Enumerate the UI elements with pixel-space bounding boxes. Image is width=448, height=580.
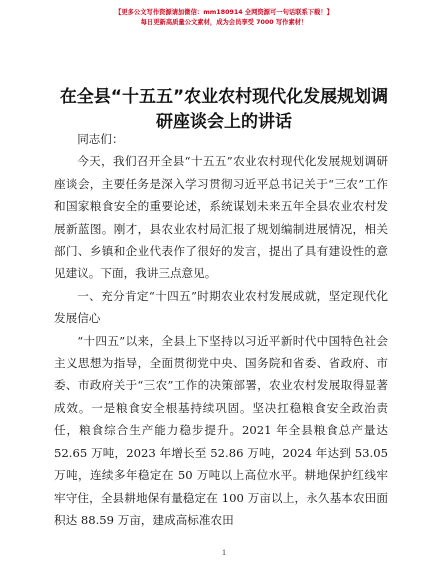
page-number: 1	[222, 548, 226, 557]
promo-banner	[60, 8, 388, 28]
banner-line-2: 每日更新高质量公文素材，成为会员享受 7000 写作素材！	[140, 19, 308, 26]
document-title: 在全县“十五五”农业农村现代化发展规划调研座谈会上的讲话	[59, 87, 389, 132]
document-body	[54, 128, 388, 531]
paragraph-intro: 今天，我们召开全县“十五五”农业农村现代化发展规划调研座谈会，主要任务是深入学习贯彻习近平总书记关于“三农”工作和国家粮食安全的重要论述，系统谋划未来五年全县农业农村发展新蓝图。刚才，县农业农村局汇报了规划编制进展情况，相关部门、乡镇和企业代表作了很好的发言，提出了具有建设性的意见建议。下面，我讲三点意见。	[54, 154, 388, 281]
salutation: 同志们：	[77, 132, 124, 146]
section-heading-1: 一、充分肯定“十四五”时期农业农村发展成就，坚定现代化发展信心	[54, 288, 388, 326]
banner-line-1: 【更多公文写作资源请加微信：mm180914 全网资源可一句话联系下载！】	[115, 9, 333, 16]
paragraph-achievements: “十四五”以来，全县上下坚持以习近平新时代中国特色社会主义思想为指导，全面贯彻党中央、国务院和省委、省政府、市委、市政府关于“三农”工作的决策部署，农业农村发展取得显著成效。一是粮食安全根基持续巩固。坚决扛稳粮食安全政治责任，粮食综合生产能力稳步提升。2021 年全县粮食总产量达 52.65 万吨，2023 年增长至 52.86 万吨，2024 年达到 53.05 万吨，连续多年稳定在 50 万吨以上高位水平。耕地保护红线牢牢守住，全县耕地保有量稳定在 100 万亩以上，永久基本农田面积达 88.59 万亩，建成高标准农田	[54, 333, 388, 527]
